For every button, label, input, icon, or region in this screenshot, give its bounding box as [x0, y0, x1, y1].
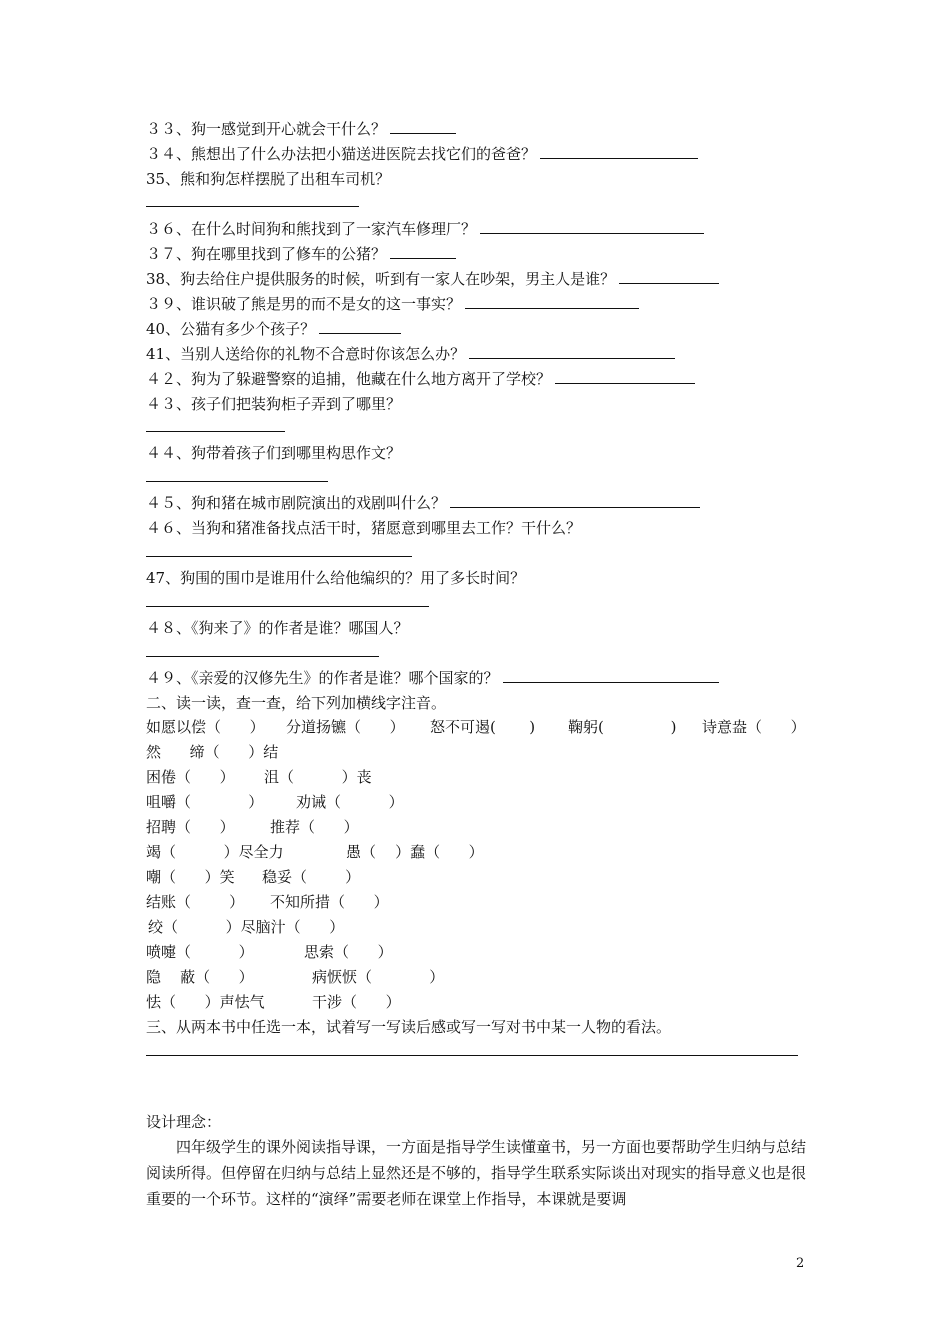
pinyin-item[interactable]: 绞（ ）尽脑汁（ ） — [148, 918, 345, 936]
question-text: ３３、狗一感觉到开心就会干什么？ — [146, 120, 387, 138]
pinyin-item[interactable]: 思索（ ） — [304, 943, 393, 961]
answer-blank[interactable] — [480, 219, 704, 234]
pinyin-item[interactable]: 沮（ ）丧 — [264, 768, 372, 786]
answer-line[interactable] — [146, 556, 412, 557]
pinyin-item[interactable]: 不知所措（ ） — [270, 893, 389, 911]
answer-blank[interactable] — [619, 269, 719, 284]
question-text: ３７、狗在哪里找到了修车的公猪？ — [146, 245, 387, 263]
pinyin-item[interactable]: 竭（ ）尽全力 — [146, 843, 284, 861]
pinyin-item[interactable]: 怒不可遏( ) — [430, 718, 536, 736]
pinyin-item[interactable]: 干涉（ ） — [312, 993, 401, 1011]
answer-blank[interactable] — [540, 144, 698, 159]
section-2-title: 二、读一读，查一查，给下列加横线字注音。 — [146, 694, 447, 712]
question-text: ４５、狗和猪在城市剧院演出的戏剧叫什么？ — [146, 494, 447, 512]
question-text: ３４、熊想出了什么办法把小猫送进医院去找它们的爸爸？ — [146, 145, 537, 163]
pinyin-item[interactable]: 诗意盎（ ） — [702, 718, 806, 736]
page-number: 2 — [796, 1256, 805, 1271]
pinyin-item[interactable]: 愚（ ）蠢（ ） — [346, 843, 484, 861]
question-35 — [146, 169, 390, 189]
pinyin-item[interactable]: 如愿以偿（ ） — [146, 718, 265, 736]
question-37 — [146, 244, 456, 264]
question-text: ４９、《亲爱的汉修先生》的作者是谁？哪个国家的？ — [146, 669, 499, 687]
question-46 — [146, 518, 581, 538]
answer-blank[interactable] — [390, 119, 456, 134]
pinyin-item[interactable]: 劝诫（ ） — [296, 793, 404, 811]
question-48 — [146, 618, 409, 638]
answer-line[interactable] — [146, 481, 328, 482]
answer-blank[interactable] — [555, 369, 695, 384]
question-text: 40、公猫有多少个孩子？ — [146, 320, 316, 338]
question-text: ４４、狗带着孩子们到哪里构思作文？ — [146, 444, 402, 462]
section-3-title: 三、从两本书中任选一本，试着写一写读后感或写一写对书中某一人物的看法。 — [146, 1018, 672, 1036]
question-47 — [146, 568, 525, 588]
question-40 — [146, 319, 401, 339]
question-38 — [146, 269, 719, 289]
question-text: ４３、孩子们把装狗柜子弄到了哪里？ — [146, 395, 402, 413]
pinyin-item[interactable]: 推荐（ ） — [270, 818, 359, 836]
pinyin-item[interactable]: 然 缔（ ）结 — [146, 743, 279, 761]
pinyin-item[interactable]: 喷嚏（ ） — [146, 943, 254, 961]
question-text: ４２、狗为了躲避警察的追捕，他藏在什么地方离开了学校？ — [146, 370, 552, 388]
writing-line[interactable] — [146, 1055, 798, 1056]
pinyin-item[interactable]: 病恹恹（ ） — [312, 968, 445, 986]
pinyin-item[interactable]: 隐 蔽（ ） — [146, 968, 254, 986]
pinyin-item[interactable]: 招聘（ ） — [146, 818, 235, 836]
pinyin-item[interactable]: 稳妥（ ） — [262, 868, 361, 886]
answer-line[interactable] — [146, 656, 379, 657]
question-44 — [146, 443, 401, 463]
answer-blank[interactable] — [469, 344, 675, 359]
pinyin-item[interactable]: 分道扬镳（ ） — [286, 718, 405, 736]
question-42 — [146, 369, 695, 389]
answer-blank[interactable] — [503, 668, 719, 683]
question-text: 35、熊和狗怎样摆脱了出租车司机？ — [146, 170, 391, 188]
question-41 — [146, 344, 675, 364]
question-43 — [146, 394, 401, 414]
question-text: 47、狗围的围巾是谁用什么给他编织的？用了多长时间？ — [146, 569, 526, 587]
question-text: ３６、在什么时间狗和熊找到了一家汽车修理厂？ — [146, 220, 477, 238]
question-text: ３９、谁识破了熊是男的而不是女的这一事实？ — [146, 295, 462, 313]
answer-blank[interactable] — [319, 319, 401, 334]
design-heading: 设计理念： — [146, 1113, 222, 1131]
design-paragraph: 四年级学生的课外阅读指导课，一方面是指导学生读懂童书，另一方面也要帮助学生归纳与总结阅读所得。但停留在归纳与总结上显然还是不够的，指导学生联系实际谈出对现实的指导意义也是很重要的一个环节。这样的“演绎”需要老师在课堂上作指导，本课就是要调 — [146, 1138, 807, 1208]
question-36 — [146, 219, 704, 239]
pinyin-item[interactable]: 咀嚼（ ） — [146, 793, 264, 811]
answer-blank[interactable] — [450, 493, 700, 508]
pinyin-item[interactable]: 嘲（ ）笑 — [146, 868, 235, 886]
answer-blank[interactable] — [465, 294, 639, 309]
question-text: 41、当别人送给你的礼物不合意时你该怎么办？ — [146, 345, 466, 363]
question-33 — [146, 119, 456, 139]
answer-line[interactable] — [146, 206, 359, 207]
question-34 — [146, 144, 698, 164]
question-text: ４８、《狗来了》的作者是谁？哪国人？ — [146, 619, 409, 637]
question-39 — [146, 294, 639, 314]
pinyin-item[interactable]: 怯（ ）声怯气 — [146, 993, 265, 1011]
answer-blank[interactable] — [390, 244, 456, 259]
question-text: ４６、当狗和猪准备找点活干时，猪愿意到哪里去工作？干什么？ — [146, 519, 582, 537]
answer-line[interactable] — [146, 606, 429, 607]
question-text: 38、狗去给住户提供服务的时候，听到有一家人在吵架，男主人是谁？ — [146, 270, 616, 288]
pinyin-item[interactable]: 鞠躬( ) — [568, 718, 677, 736]
pinyin-item[interactable]: 困倦（ ） — [146, 768, 235, 786]
answer-line[interactable] — [146, 431, 285, 432]
pinyin-item[interactable]: 结账（ ） — [146, 893, 245, 911]
question-45 — [146, 493, 700, 513]
question-49 — [146, 668, 719, 688]
